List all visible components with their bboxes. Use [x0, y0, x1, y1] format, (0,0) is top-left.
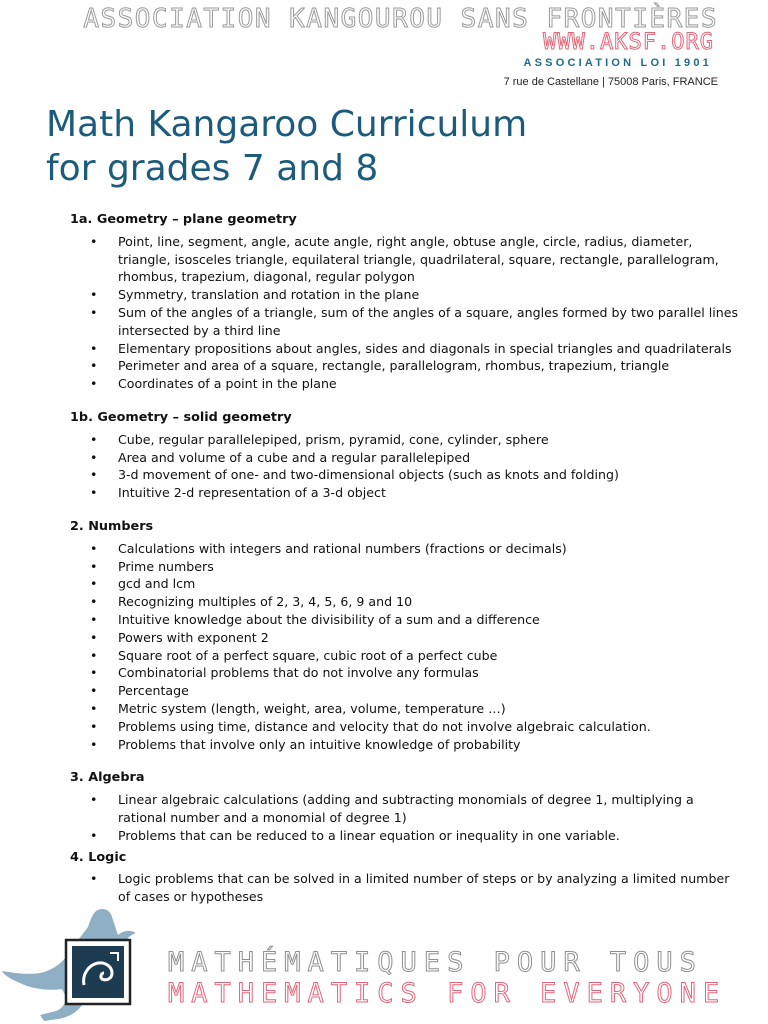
header-org-name: ASSOCIATION KANGOUROU SANS FRONTIÈRES: [83, 4, 718, 34]
list-item: • Elementary propositions about angles, sides and diagonals in special triangles and quadrilaterals: [70, 340, 740, 358]
list-item: • Percentage: [70, 682, 740, 700]
list-item: • Intuitive 2-d representation of a 3-d object: [70, 484, 740, 502]
section-list: [70, 540, 740, 754]
list-item: • Linear algebraic calculations (adding and subtracting monomials of degree 1, multiplying a rational number and a monomial of degree 1): [70, 791, 740, 827]
section-list: [70, 431, 740, 502]
list-item: • 3-d movement of one- and two-dimensional objects (such as knots and folding): [70, 466, 740, 484]
section-algebra: [70, 769, 740, 844]
section-list: [70, 233, 740, 393]
title-line-1: Math Kangaroo Curriculum: [46, 104, 528, 145]
curriculum-content: [70, 211, 740, 906]
list-item: • Calculations with integers and rational numbers (fractions or decimals): [70, 540, 740, 558]
header-website: WWW.AKSF.ORG: [543, 30, 714, 55]
header-address: 7 rue de Castellane | 75008 Paris, FRANCE: [503, 76, 718, 88]
list-item: • Square root of a perfect square, cubic root of a perfect cube: [70, 647, 740, 665]
list-item: • Intuitive knowledge about the divisibility of a sum and a difference: [70, 611, 740, 629]
section-heading: 1a. Geometry – plane geometry: [70, 212, 297, 227]
list-item: • Combinatorial problems that do not involve any formulas: [70, 664, 740, 682]
list-item: • Symmetry, translation and rotation in the plane: [70, 286, 740, 304]
list-item: • Point, line, segment, angle, acute angle, right angle, obtuse angle, circle, radius, diameter, triangle, isosceles triangle, equilateral triangle, quadrilateral, square, rectangle, parallelogram, rhombus, trapezium, diagonal, regular polygon: [70, 233, 740, 286]
list-item: • Prime numbers: [70, 558, 740, 576]
list-item: • Coordinates of a point in the plane: [70, 375, 740, 393]
section-list: [70, 791, 740, 844]
list-item: • Logic problems that can be solved in a limited number of steps or by analyzing a limited number of cases or hypotheses: [70, 870, 740, 906]
list-item: • Cube, regular parallelepiped, prism, pyramid, cone, cylinder, sphere: [70, 431, 740, 449]
list-item: • Powers with exponent 2: [70, 629, 740, 647]
list-item: • Metric system (length, weight, area, volume, temperature …): [70, 700, 740, 718]
header-association-type: ASSOCIATION LOI 1901: [523, 57, 712, 69]
section-numbers: [70, 518, 740, 753]
section-heading: 3. Algebra: [70, 770, 145, 786]
section-plane-geometry: [70, 211, 740, 393]
section-heading: 2. Numbers: [70, 518, 154, 534]
footer-slogan-english: MATHEMATICS FOR EVERYONE: [168, 978, 727, 1009]
title-line-2: for grades 7 and 8: [46, 148, 379, 189]
list-item: • Sum of the angles of a triangle, sum of the angles of a square, angles formed by two parallel lines intersected by a third line: [70, 304, 740, 340]
section-heading: 4. Logic: [70, 849, 127, 865]
footer-slogan-french: MATHÉMATIQUES POUR TOUS: [168, 947, 703, 978]
list-item: • Problems that can be reduced to a linear equation or inequality in one variable.: [70, 827, 740, 845]
section-logic: [70, 849, 740, 906]
kangaroo-logo-icon: [0, 905, 160, 1024]
list-item: • Recognizing multiples of 2, 3, 4, 5, 6, 9 and 10: [70, 593, 740, 611]
list-item: • Problems that involve only an intuitive knowledge of probability: [70, 736, 740, 754]
list-item: • Problems using time, distance and velocity that do not involve algebraic calculation.: [70, 718, 740, 736]
section-solid-geometry: [70, 409, 740, 502]
list-item: • Area and volume of a cube and a regular parallelepiped: [70, 449, 740, 467]
section-list: [70, 870, 740, 906]
list-item: • Perimeter and area of a square, rectangle, parallelogram, rhombus, trapezium, triangle: [70, 357, 740, 375]
list-item: • gcd and lcm: [70, 575, 740, 593]
section-heading: 1b. Geometry – solid geometry: [70, 409, 292, 425]
page-title: [46, 103, 527, 191]
